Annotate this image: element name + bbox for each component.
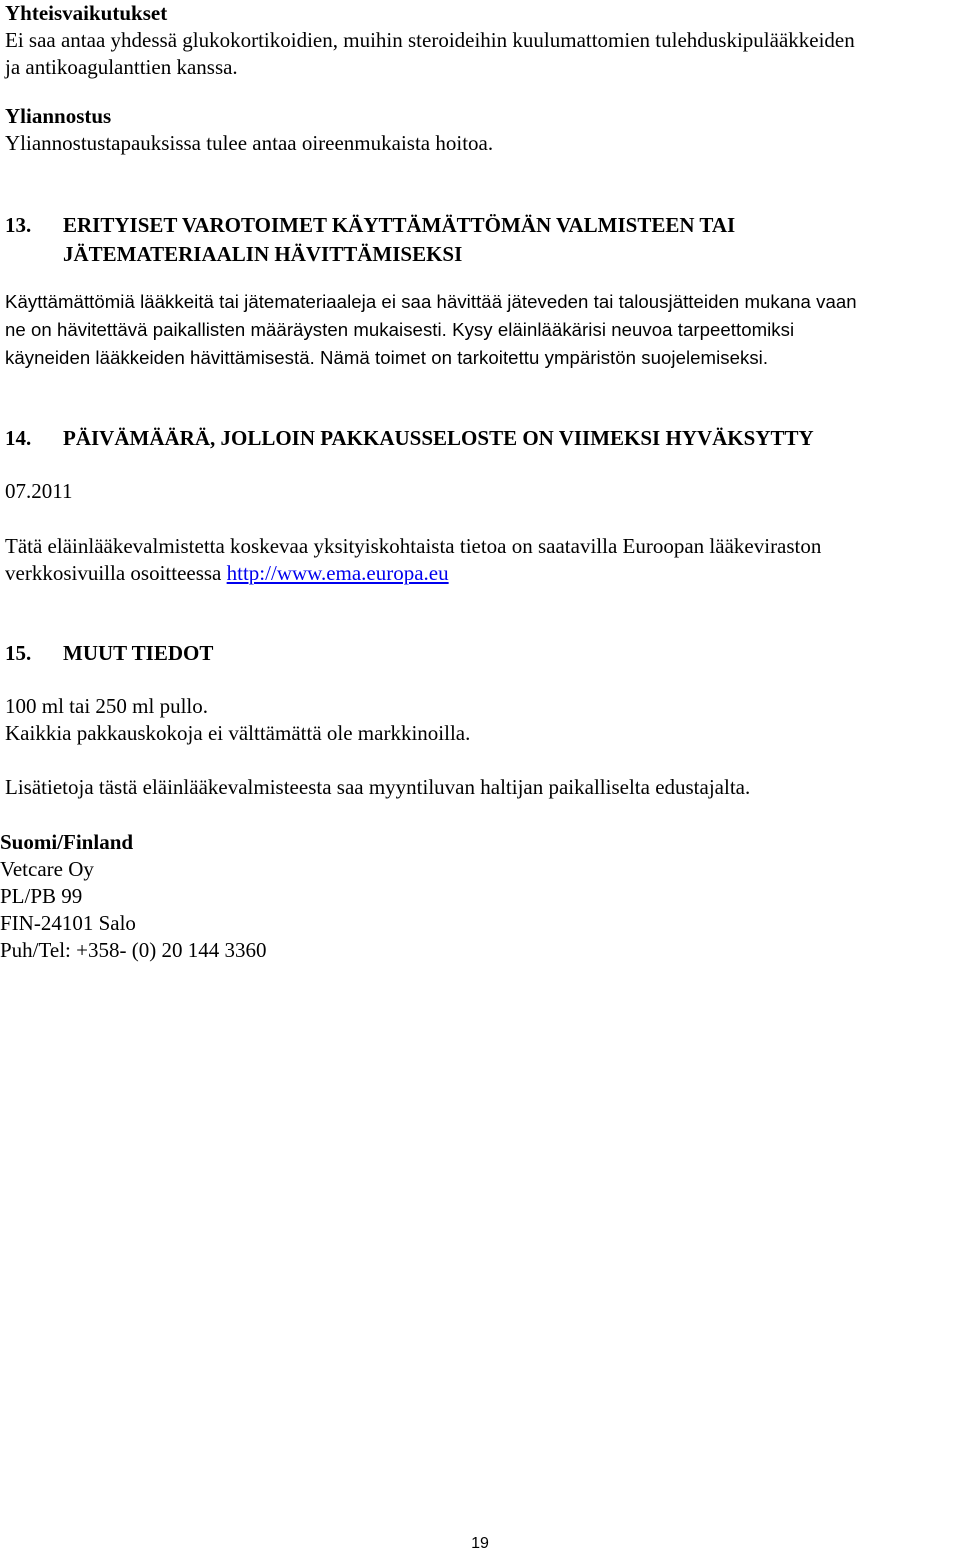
section-15-line-2: Kaikkia pakkauskokoja ei välttämättä ole markkinoilla. bbox=[5, 721, 471, 745]
contact-country: Suomi/Finland bbox=[0, 830, 134, 854]
section-13-heading bbox=[5, 211, 958, 269]
contact-company: Vetcare Oy bbox=[0, 857, 94, 881]
section-14-heading bbox=[5, 424, 958, 453]
section-13-title-line-1: ERITYISET VAROTOIMET KÄYTTÄMÄTTÖMÄN VALMISTEEN TAI bbox=[63, 213, 736, 237]
section-13-body bbox=[5, 288, 958, 372]
section-14-info-line-1: Tätä eläinlääkevalmistetta koskevaa yksityiskohtaista tietoa on saatavilla Euroopan lääkeviraston bbox=[5, 534, 822, 558]
section-15-heading bbox=[5, 639, 958, 668]
section-14-number: 14. bbox=[5, 426, 32, 450]
interactions-line-2: ja antikoagulanttien kanssa. bbox=[5, 55, 238, 79]
contact-po-box: PL/PB 99 bbox=[0, 884, 83, 908]
section-15-body bbox=[5, 693, 958, 747]
overdose-line-1: Yliannostustapauksissa tulee antaa oireenmukaista hoitoa. bbox=[5, 131, 494, 155]
ema-website-link[interactable]: http://www.ema.europa.eu bbox=[226, 561, 449, 585]
overdose-section bbox=[5, 103, 958, 157]
contact-note: Lisätietoja tästä eläinlääkevalmisteesta saa myyntiluvan haltijan paikalliselta edustajalta. bbox=[5, 775, 751, 799]
section-15-title: MUUT TIEDOT bbox=[63, 641, 214, 665]
interactions-section bbox=[5, 0, 958, 81]
contact-note-block bbox=[5, 774, 958, 801]
contact-phone: Puh/Tel: +358- (0) 20 144 3360 bbox=[0, 938, 267, 962]
approval-date: 07.2011 bbox=[5, 479, 73, 503]
interactions-line-1: Ei saa antaa yhdessä glukokortikoidien, muihin steroideihin kuulumattomien tulehduskipulääkkeiden bbox=[5, 28, 855, 52]
section-13-line-3: käyneiden lääkkeiden hävittämisestä. Nämä toimet on tarkoitettu ympäristön suojelemiseksi. bbox=[5, 347, 769, 368]
section-15-line-1: 100 ml tai 250 ml pullo. bbox=[5, 694, 208, 718]
contact-postal-city: FIN-24101 Salo bbox=[0, 911, 136, 935]
section-13-line-1: Käyttämättömiä lääkkeitä tai jätemateriaaleja ei saa hävittää jäteveden tai talousjätteiden mukana vaan bbox=[5, 291, 857, 312]
interactions-heading: Yhteisvaikutukset bbox=[5, 1, 168, 25]
section-14-info-line-2-prefix: verkkosivuilla osoitteessa bbox=[5, 561, 227, 585]
section-13-line-2: ne on hävitettävä paikallisten määräysten mukaisesti. Kysy eläinlääkärisi neuvoa tarpeettomiksi bbox=[5, 319, 795, 340]
section-13-title-line-2: JÄTEMATERIAALIN HÄVITTÄMISEKSI bbox=[63, 242, 463, 266]
contact-details bbox=[0, 829, 958, 964]
section-14-date-block bbox=[5, 478, 958, 505]
page-number: 19 bbox=[471, 1535, 489, 1552]
section-14-info bbox=[5, 533, 958, 587]
section-15-number: 15. bbox=[5, 641, 32, 665]
section-14-title: PÄIVÄMÄÄRÄ, JOLLOIN PAKKAUSSELOSTE ON VIIMEKSI HYVÄKSYTTY bbox=[63, 426, 814, 450]
section-13-number: 13. bbox=[5, 213, 32, 237]
overdose-heading: Yliannostus bbox=[5, 104, 112, 128]
section-14-info-line-2 bbox=[5, 560, 958, 587]
